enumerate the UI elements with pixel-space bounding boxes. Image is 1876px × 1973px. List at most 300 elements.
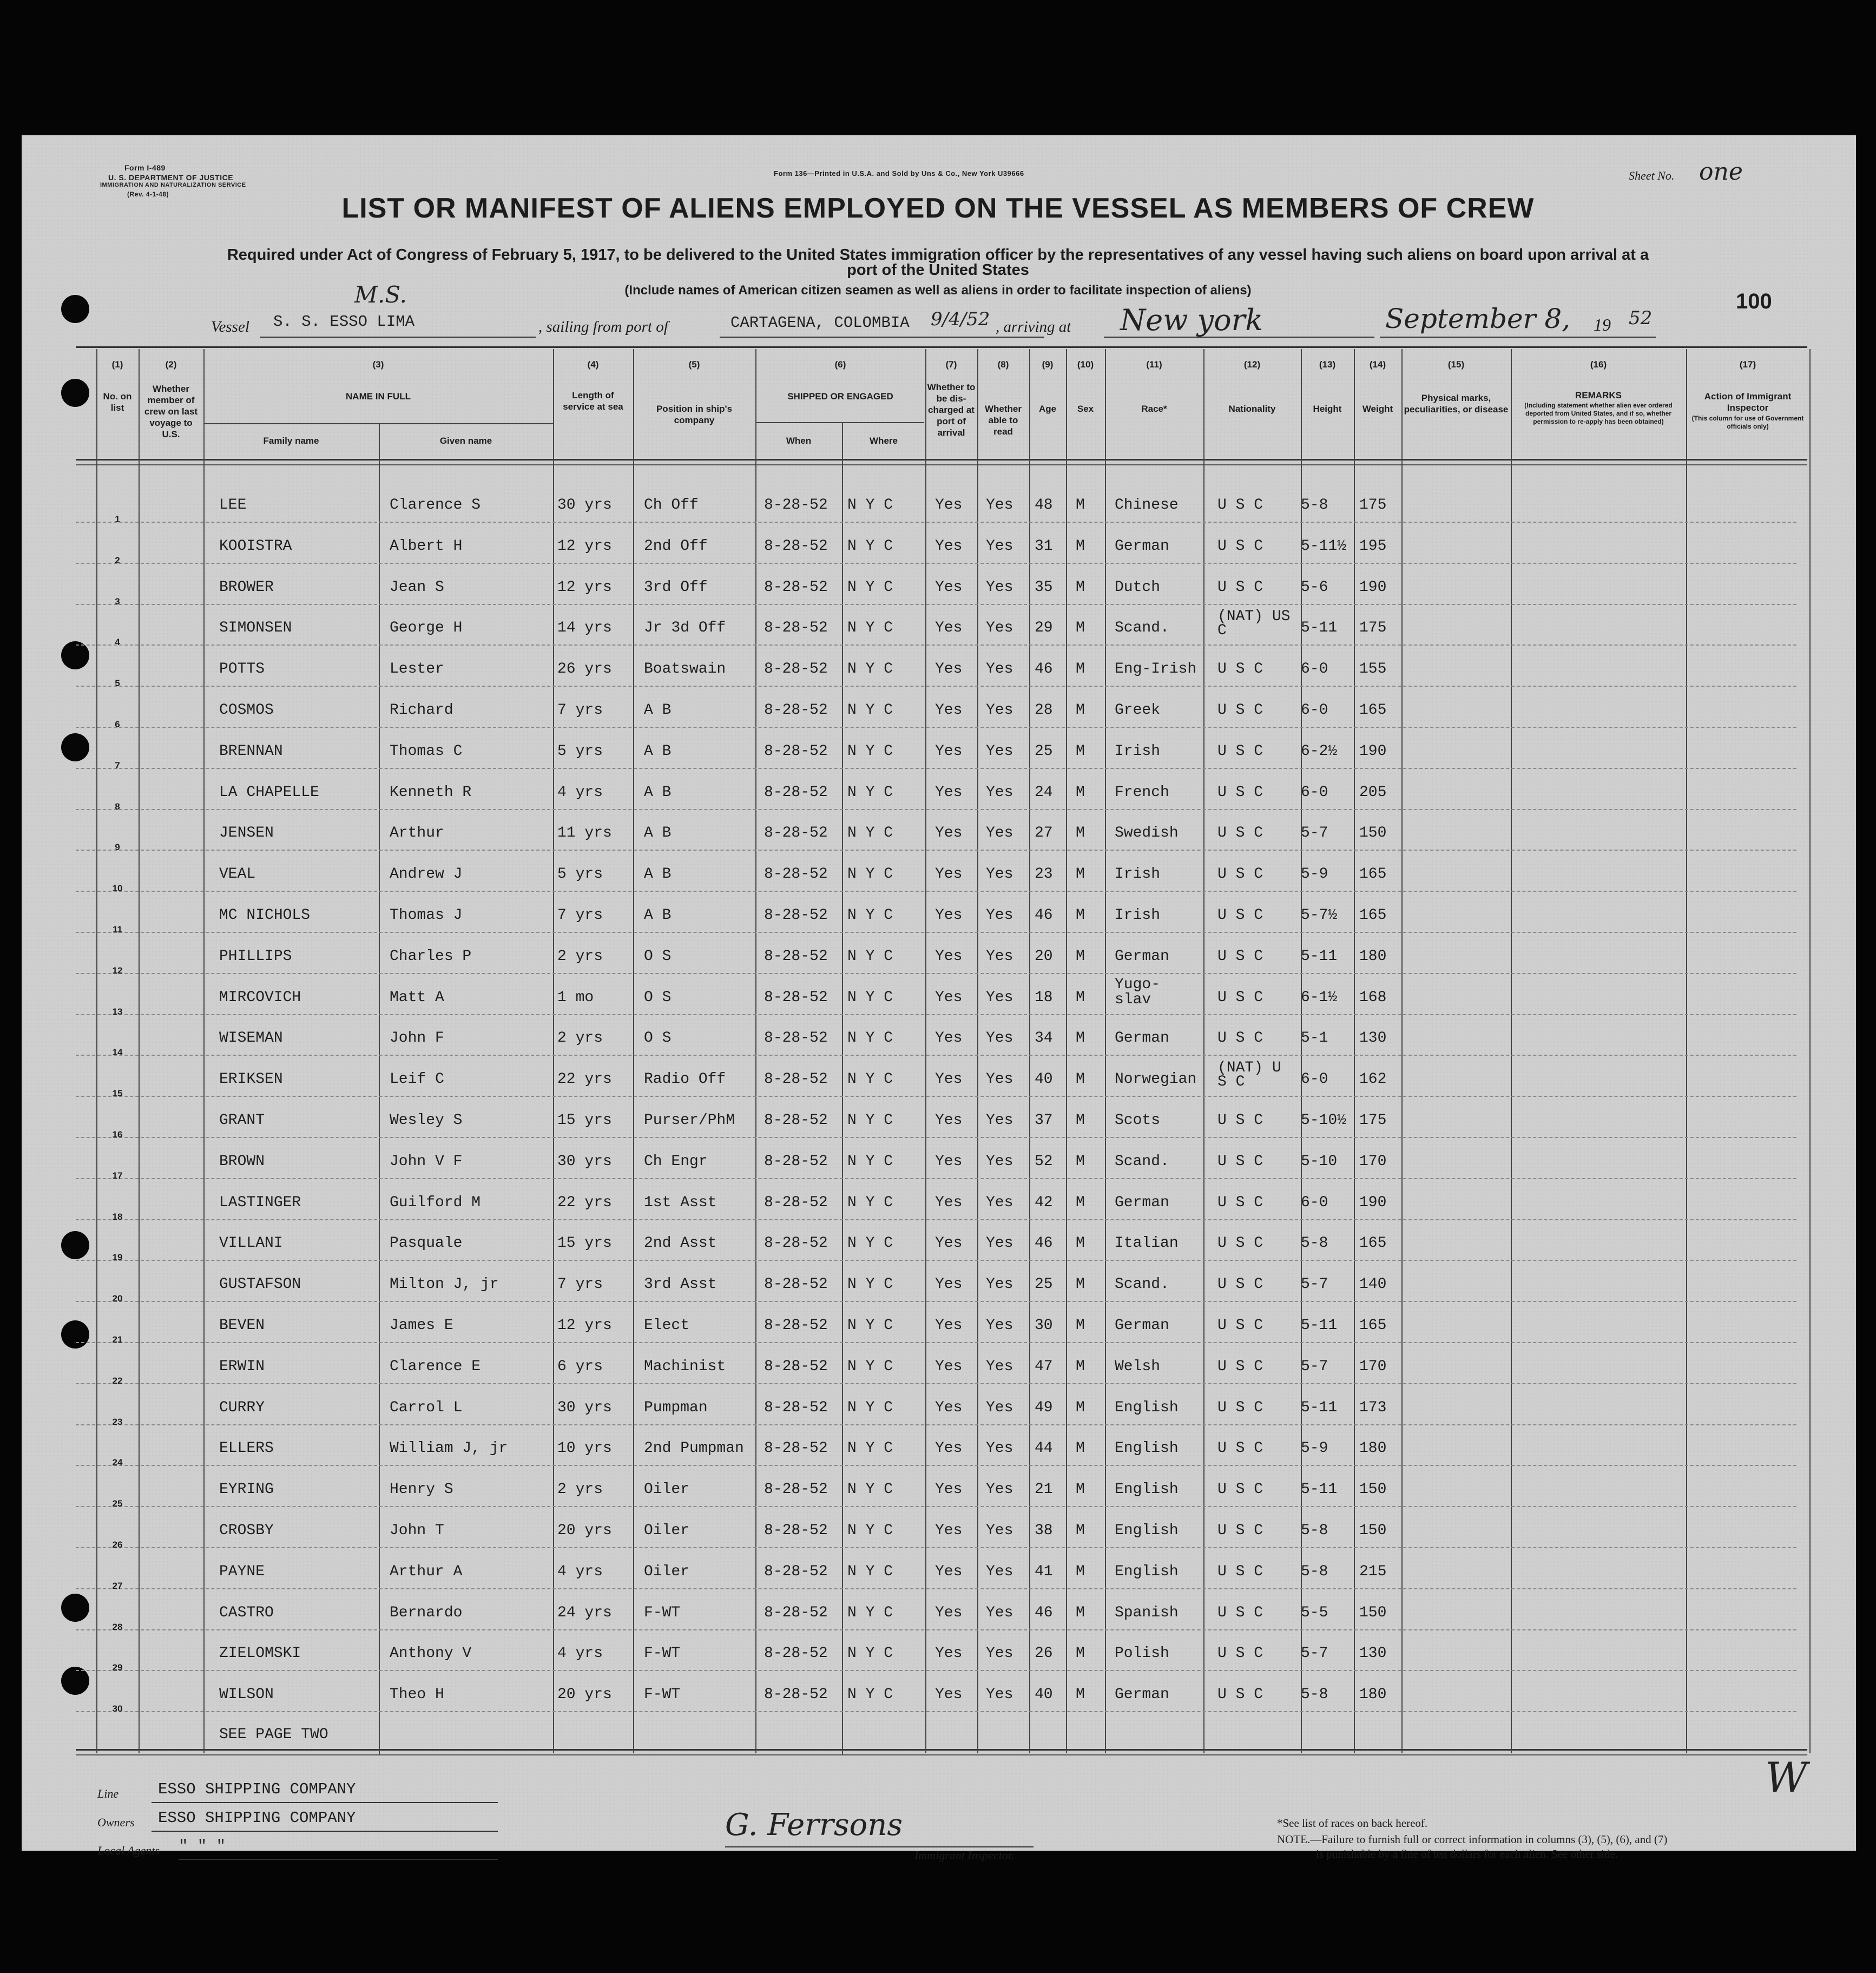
race-cell: German — [1115, 1194, 1169, 1211]
family-name-cell: MC NICHOLS — [219, 907, 311, 924]
given-name-cell: Anthony V — [390, 1645, 472, 1662]
sex-cell: M — [1076, 1440, 1085, 1457]
discharged-cell: Yes — [935, 1522, 963, 1539]
given-name-cell: Kenneth R — [390, 784, 472, 801]
given-name-cell: Carrol L — [390, 1399, 463, 1416]
family-name-cell: VEAL — [219, 866, 256, 883]
shipped-date-cell: 8-28-52 — [764, 1563, 828, 1580]
service-length-cell: 5 yrs — [557, 743, 603, 760]
weight-cell: 173 — [1359, 1399, 1387, 1416]
row-number: 17 — [112, 1170, 123, 1181]
height-cell: 6-2½ — [1301, 743, 1338, 760]
col-num-10: (10) — [1077, 359, 1094, 370]
sex-cell: M — [1076, 661, 1085, 678]
races-note: *See list of races on back hereof. — [1277, 1817, 1428, 1830]
race-cell: Chinese — [1115, 497, 1179, 514]
given-name-cell: Guilford M — [390, 1194, 481, 1211]
sex-cell: M — [1076, 497, 1085, 514]
height-cell: 5-5 — [1301, 1604, 1328, 1621]
shipped-date-cell: 8-28-52 — [764, 1071, 828, 1088]
race-cell: English — [1115, 1481, 1179, 1498]
weight-cell: 215 — [1359, 1563, 1387, 1580]
row-number: 18 — [112, 1212, 123, 1222]
shipped-date-cell: 8-28-52 — [764, 661, 828, 678]
nationality-cell: U S C — [1217, 989, 1263, 1006]
weight-cell: 205 — [1359, 784, 1387, 801]
row-number: 4 — [115, 637, 120, 647]
count-number: 100 — [1736, 290, 1772, 313]
given-name-cell: Clarence E — [390, 1358, 481, 1375]
nationality-cell: U S C — [1217, 1317, 1263, 1334]
weight-cell: 150 — [1359, 1481, 1387, 1498]
punch-hole — [61, 295, 89, 323]
shipped-port-cell: N Y C — [847, 948, 893, 965]
line-value: ESSO SHIPPING COMPANY — [158, 1780, 356, 1798]
service: IMMIGRATION AND NATURALIZATION SERVICE — [100, 182, 246, 188]
nationality-cell: U S C — [1217, 1440, 1263, 1457]
shipped-port-cell: N Y C — [847, 907, 893, 924]
weight-cell: 155 — [1359, 661, 1387, 678]
age-cell: 27 — [1035, 825, 1053, 841]
height-cell: 5-11 — [1301, 948, 1338, 965]
service-length-cell: 4 yrs — [557, 1563, 603, 1580]
col-num-7: (7) — [945, 359, 957, 370]
discharged-cell: Yes — [935, 1358, 963, 1375]
nationality-cell: U S C — [1217, 948, 1263, 965]
discharged-cell: Yes — [935, 497, 963, 514]
year-prefix: 19 — [1594, 315, 1611, 334]
position-cell: Elect — [644, 1317, 690, 1334]
able-to-read-cell: Yes — [986, 1399, 1013, 1416]
nationality-cell: U S C — [1217, 1358, 1263, 1375]
local-agents-label: Local Agents — [97, 1844, 160, 1857]
discharged-cell: Yes — [935, 1071, 963, 1088]
height-cell: 5-7 — [1301, 1276, 1328, 1293]
height-cell: 5-7 — [1301, 825, 1328, 841]
nationality-cell: U S C — [1217, 579, 1263, 596]
shipped-date-cell: 8-28-52 — [764, 948, 828, 965]
shipped-port-cell: N Y C — [847, 825, 893, 841]
family-name-cell: EYRING — [219, 1481, 274, 1498]
family-name-cell: KOOISTRA — [219, 538, 292, 555]
race-cell: Eng-Irish — [1115, 661, 1197, 678]
nationality-cell: (NAT) US C — [1217, 608, 1291, 639]
owners-value: ESSO SHIPPING COMPANY — [158, 1809, 356, 1827]
age-cell: 29 — [1035, 620, 1053, 636]
height-cell: 5-9 — [1301, 1440, 1328, 1457]
age-cell: 24 — [1035, 784, 1053, 801]
col-height: Height — [1313, 404, 1342, 414]
weight-cell: 130 — [1359, 1645, 1387, 1662]
row-number: 21 — [112, 1334, 123, 1345]
family-name-cell: ERIKSEN — [219, 1071, 283, 1088]
nationality-cell: U S C — [1217, 784, 1263, 801]
discharged-cell: Yes — [935, 1030, 963, 1047]
position-cell: 1st Asst — [644, 1194, 717, 1211]
sex-cell: M — [1076, 1399, 1085, 1416]
height-cell: 6-1½ — [1301, 989, 1338, 1006]
sex-cell: M — [1076, 1645, 1085, 1662]
discharged-cell: Yes — [935, 825, 963, 841]
weight-cell: 150 — [1359, 825, 1387, 841]
family-name-cell: BROWER — [219, 579, 274, 596]
position-cell: 2nd Off — [644, 538, 708, 555]
sex-cell: M — [1076, 579, 1085, 596]
shipped-port-cell: N Y C — [847, 989, 893, 1006]
col-num-2: (2) — [165, 359, 177, 370]
shipped-port-cell: N Y C — [847, 1276, 893, 1293]
weight-cell: 190 — [1359, 579, 1387, 596]
height-cell: 5-10 — [1301, 1153, 1338, 1170]
age-cell: 34 — [1035, 1030, 1053, 1047]
able-to-read-cell: Yes — [986, 1440, 1013, 1457]
service-length-cell: 1 mo — [557, 989, 594, 1006]
family-name-cell: ERWIN — [219, 1358, 265, 1375]
family-name-cell: BROWN — [219, 1153, 265, 1170]
row-number: 23 — [112, 1417, 123, 1427]
shipped-port-cell: N Y C — [847, 702, 893, 719]
position-cell: Pumpman — [644, 1399, 708, 1416]
row-number: 22 — [112, 1376, 123, 1386]
shipped-date-cell: 8-28-52 — [764, 1481, 828, 1498]
age-cell: 40 — [1035, 1071, 1053, 1088]
weight-cell: 180 — [1359, 948, 1387, 965]
position-cell: Jr 3d Off — [644, 620, 726, 636]
shipped-date-cell: 8-28-52 — [764, 538, 828, 555]
race-cell: Scots — [1115, 1112, 1161, 1129]
height-cell: 5-8 — [1301, 1686, 1328, 1703]
service-length-cell: 24 yrs — [557, 1604, 612, 1621]
weight-cell: 170 — [1359, 1358, 1387, 1375]
discharged-cell: Yes — [935, 620, 963, 636]
sex-cell: M — [1076, 1481, 1085, 1498]
sex-cell: M — [1076, 1358, 1085, 1375]
shipped-date-cell: 8-28-52 — [764, 866, 828, 883]
able-to-read-cell: Yes — [986, 579, 1013, 596]
sex-cell: M — [1076, 866, 1085, 883]
able-to-read-cell: Yes — [986, 1481, 1013, 1498]
col-able-read: Whether able to read — [985, 404, 1022, 437]
position-cell: O S — [644, 948, 672, 965]
weight-cell: 168 — [1359, 989, 1387, 1006]
position-cell: Oiler — [644, 1563, 690, 1580]
col-sex: Sex — [1077, 404, 1094, 414]
age-cell: 46 — [1035, 661, 1053, 678]
sex-cell: M — [1076, 948, 1085, 965]
able-to-read-cell: Yes — [986, 661, 1013, 678]
age-cell: 30 — [1035, 1317, 1053, 1334]
discharged-cell: Yes — [935, 1317, 963, 1334]
age-cell: 49 — [1035, 1399, 1053, 1416]
sex-cell: M — [1076, 702, 1085, 719]
service-length-cell: 7 yrs — [557, 702, 603, 719]
col-num-13: (13) — [1319, 359, 1336, 370]
page-title: LIST OR MANIFEST OF ALIENS EMPLOYED ON THE VESSEL AS MEMBERS OF CREW — [341, 193, 1535, 224]
weight-cell: 190 — [1359, 1194, 1387, 1211]
shipped-port-cell: N Y C — [847, 497, 893, 514]
shipped-date-cell: 8-28-52 — [764, 1194, 828, 1211]
able-to-read-cell: Yes — [986, 1563, 1013, 1580]
shipped-date-cell: 8-28-52 — [764, 1522, 828, 1539]
row-number: 14 — [112, 1047, 123, 1057]
weight-cell: 150 — [1359, 1604, 1387, 1621]
arrival-date: September 8, — [1385, 303, 1571, 334]
col-num-15: (15) — [1447, 359, 1465, 370]
able-to-read-cell: Yes — [986, 1604, 1013, 1621]
age-cell: 31 — [1035, 538, 1053, 555]
col-age: Age — [1038, 404, 1057, 414]
col-nationality: Nationality — [1228, 404, 1276, 414]
age-cell: 18 — [1035, 989, 1053, 1006]
punch-hole — [61, 1320, 89, 1349]
row-number: 12 — [112, 965, 123, 976]
shipped-date-cell: 8-28-52 — [764, 1399, 828, 1416]
able-to-read-cell: Yes — [986, 866, 1013, 883]
position-cell: 3rd Off — [644, 579, 708, 596]
shipped-date-cell: 8-28-52 — [764, 989, 828, 1006]
nationality-cell: U S C — [1217, 866, 1263, 883]
service-length-cell: 30 yrs — [557, 497, 612, 514]
row-number: 5 — [115, 678, 120, 688]
race-cell: Irish — [1115, 743, 1161, 760]
given-name-cell: William J, jr — [390, 1440, 508, 1457]
given-name-cell: Arthur — [390, 825, 444, 841]
able-to-read-cell: Yes — [986, 743, 1013, 760]
sex-cell: M — [1076, 1112, 1085, 1129]
subtitle-3: (Include names of American citizen seamen as well as aliens in order to facilitate inspection of aliens) — [624, 283, 1252, 298]
sex-cell: M — [1076, 989, 1085, 1006]
vessel-label: Vessel — [211, 318, 249, 336]
age-cell: 26 — [1035, 1645, 1053, 1662]
shipped-port-cell: N Y C — [847, 1563, 893, 1580]
height-cell: 5-11 — [1301, 1399, 1338, 1416]
family-name-cell: LEE — [219, 497, 247, 514]
sheet-number: one — [1699, 158, 1743, 186]
discharged-cell: Yes — [935, 1645, 963, 1662]
age-cell: 20 — [1035, 948, 1053, 965]
family-name-cell: WISEMAN — [219, 1030, 283, 1047]
height-cell: 6-0 — [1301, 702, 1328, 719]
family-name-cell: BRENNAN — [219, 743, 283, 760]
sex-cell: M — [1076, 1604, 1085, 1621]
position-cell: 2nd Asst — [644, 1235, 717, 1252]
row-number: 20 — [112, 1293, 123, 1304]
discharged-cell: Yes — [935, 1276, 963, 1293]
service-length-cell: 22 yrs — [557, 1071, 612, 1088]
shipped-date-cell: 8-28-52 — [764, 1604, 828, 1621]
age-cell: 44 — [1035, 1440, 1053, 1457]
able-to-read-cell: Yes — [986, 1645, 1013, 1662]
family-name-cell: GUSTAFSON — [219, 1276, 301, 1293]
col-num-5: (5) — [688, 359, 700, 370]
family-name-cell: BEVEN — [219, 1317, 265, 1334]
position-cell: O S — [644, 989, 672, 1006]
nationality-cell: U S C — [1217, 743, 1263, 760]
nationality-cell: U S C — [1217, 538, 1263, 555]
col-num-16: (16) — [1590, 359, 1607, 370]
shipped-port-cell: N Y C — [847, 661, 893, 678]
height-cell: 5-8 — [1301, 1235, 1328, 1252]
race-cell: English — [1115, 1399, 1179, 1416]
discharged-cell: Yes — [935, 866, 963, 883]
able-to-read-cell: Yes — [986, 907, 1013, 924]
height-cell: 5-7 — [1301, 1358, 1328, 1375]
age-cell: 48 — [1035, 497, 1053, 514]
given-name-cell: Wesley S — [390, 1112, 463, 1129]
subtitle-2: port of the United States — [847, 261, 1029, 279]
weight-cell: 175 — [1359, 1112, 1387, 1129]
discharged-cell: Yes — [935, 907, 963, 924]
able-to-read-cell: Yes — [986, 1153, 1013, 1170]
nationality-cell: U S C — [1217, 1604, 1263, 1621]
discharged-cell: Yes — [935, 538, 963, 555]
shipped-port-cell: N Y C — [847, 784, 893, 801]
service-length-cell: 15 yrs — [557, 1112, 612, 1129]
race-cell: Scand. — [1115, 1276, 1169, 1293]
weight-cell: 165 — [1359, 866, 1387, 883]
printer-line: Form 136—Printed in U.S.A. and Sold by Uns & Co., New York U39666 — [774, 169, 1024, 177]
row-number: 3 — [115, 596, 120, 607]
age-cell: 52 — [1035, 1153, 1053, 1170]
position-cell: 3rd Asst — [644, 1276, 717, 1293]
age-cell: 42 — [1035, 1194, 1053, 1211]
nationality-cell: U S C — [1217, 661, 1263, 678]
shipped-date-cell: 8-28-52 — [764, 1030, 828, 1047]
shipped-date-cell: 8-28-52 — [764, 497, 828, 514]
position-cell: F-WT — [644, 1604, 681, 1621]
age-cell: 46 — [1035, 1235, 1053, 1252]
row-number: 25 — [112, 1498, 123, 1509]
revision: (Rev. 4-1-48) — [127, 190, 169, 198]
row-number: 26 — [112, 1540, 123, 1550]
line-label: Line — [97, 1787, 119, 1800]
shipped-date-cell: 8-28-52 — [764, 1317, 828, 1334]
row-number: 19 — [112, 1252, 123, 1262]
departure-port: CARTAGENA, COLOMBIA — [730, 314, 910, 332]
row-number: 9 — [115, 842, 120, 852]
position-cell: A B — [644, 743, 672, 760]
position-cell: O S — [644, 1030, 672, 1047]
family-name-cell: PHILLIPS — [219, 948, 292, 965]
weight-cell: 165 — [1359, 907, 1387, 924]
shipped-port-cell: N Y C — [847, 1317, 893, 1334]
shipped-port-cell: N Y C — [847, 1071, 893, 1088]
service-length-cell: 7 yrs — [557, 907, 603, 924]
nationality-cell: U S C — [1217, 825, 1263, 841]
nationality-cell: U S C — [1217, 1522, 1263, 1539]
nationality-cell: U S C — [1217, 702, 1263, 719]
given-name-cell: Clarence S — [390, 497, 481, 514]
discharged-cell: Yes — [935, 1153, 963, 1170]
given-name-cell: John T — [390, 1522, 444, 1539]
race-cell: Scand. — [1115, 1153, 1169, 1170]
given-name-cell: Henry S — [390, 1481, 453, 1498]
position-cell: 2nd Pumpman — [644, 1440, 744, 1457]
service-length-cell: 7 yrs — [557, 1276, 603, 1293]
shipped-date-cell: 8-28-52 — [764, 1153, 828, 1170]
height-cell: 5-10½ — [1301, 1112, 1347, 1129]
shipped-port-cell: N Y C — [847, 866, 893, 883]
shipped-date-cell: 8-28-52 — [764, 1112, 828, 1129]
able-to-read-cell: Yes — [986, 948, 1013, 965]
given-name-cell: Bernardo — [390, 1604, 463, 1621]
row-number: 28 — [112, 1622, 123, 1632]
sheet-label: Sheet No. — [1629, 169, 1675, 182]
service-length-cell: 26 yrs — [557, 661, 612, 678]
race-cell: Polish — [1115, 1645, 1169, 1662]
sex-cell: M — [1076, 1276, 1085, 1293]
able-to-read-cell: Yes — [986, 620, 1013, 636]
col-name-in-full: NAME IN FULL — [346, 391, 411, 402]
age-cell: 35 — [1035, 579, 1053, 596]
department: U. S. DEPARTMENT OF JUSTICE — [108, 173, 234, 182]
arrival-year: 52 — [1629, 307, 1653, 329]
shipped-date-cell: 8-28-52 — [764, 1645, 828, 1662]
sex-cell: M — [1076, 1686, 1085, 1703]
sex-cell: M — [1076, 538, 1085, 555]
row-number: 7 — [115, 760, 120, 771]
height-cell: 5-11½ — [1301, 538, 1347, 555]
shipped-date-cell: 8-28-52 — [764, 1235, 828, 1252]
height-cell: 6-0 — [1301, 784, 1328, 801]
service-length-cell: 20 yrs — [557, 1522, 612, 1539]
col-weight: Weight — [1362, 404, 1393, 414]
sex-cell: M — [1076, 907, 1085, 924]
able-to-read-cell: Yes — [986, 1686, 1013, 1703]
shipped-port-cell: N Y C — [847, 1358, 893, 1375]
given-name-cell: Thomas J — [390, 907, 463, 924]
position-cell: F-WT — [644, 1645, 681, 1662]
age-cell: 47 — [1035, 1358, 1053, 1375]
service-length-cell: 22 yrs — [557, 1194, 612, 1211]
race-cell: German — [1115, 948, 1169, 965]
service-length-cell: 5 yrs — [557, 866, 603, 883]
shipped-port-cell: N Y C — [847, 538, 893, 555]
discharged-cell: Yes — [935, 702, 963, 719]
able-to-read-cell: Yes — [986, 1194, 1013, 1211]
vessel-name: S. S. ESSO LIMA — [273, 313, 415, 331]
punch-hole — [61, 1594, 89, 1622]
discharged-cell: Yes — [935, 1481, 963, 1498]
given-name-cell: Richard — [390, 702, 453, 719]
family-name-cell: JENSEN — [219, 825, 274, 841]
race-cell: German — [1115, 1317, 1169, 1334]
shipped-date-cell: 8-28-52 — [764, 702, 828, 719]
discharged-cell: Yes — [935, 743, 963, 760]
given-name-cell: John F — [390, 1030, 444, 1047]
shipped-date-cell: 8-28-52 — [764, 1440, 828, 1457]
family-name-cell: GRANT — [219, 1112, 265, 1129]
col-no-on-list: No. on list — [103, 391, 132, 413]
shipped-port-cell: N Y C — [847, 1153, 893, 1170]
shipped-date-cell: 8-28-52 — [764, 825, 828, 841]
race-cell: Irish — [1115, 907, 1161, 924]
shipped-date-cell: 8-28-52 — [764, 743, 828, 760]
age-cell: 28 — [1035, 702, 1053, 719]
given-name-cell: Andrew J — [390, 866, 463, 883]
discharged-cell: Yes — [935, 1112, 963, 1129]
shipped-port-cell: N Y C — [847, 1399, 893, 1416]
continuation-note: SEE PAGE TWO — [219, 1726, 328, 1743]
given-name-cell: James E — [390, 1317, 453, 1334]
height-cell: 5-8 — [1301, 497, 1328, 514]
col-where: Where — [870, 436, 898, 446]
discharged-cell: Yes — [935, 948, 963, 965]
able-to-read-cell: Yes — [986, 784, 1013, 801]
position-cell: Machinist — [644, 1358, 726, 1375]
nationality-cell: (NAT) U S C — [1217, 1060, 1281, 1090]
family-name-cell: CROSBY — [219, 1522, 274, 1539]
